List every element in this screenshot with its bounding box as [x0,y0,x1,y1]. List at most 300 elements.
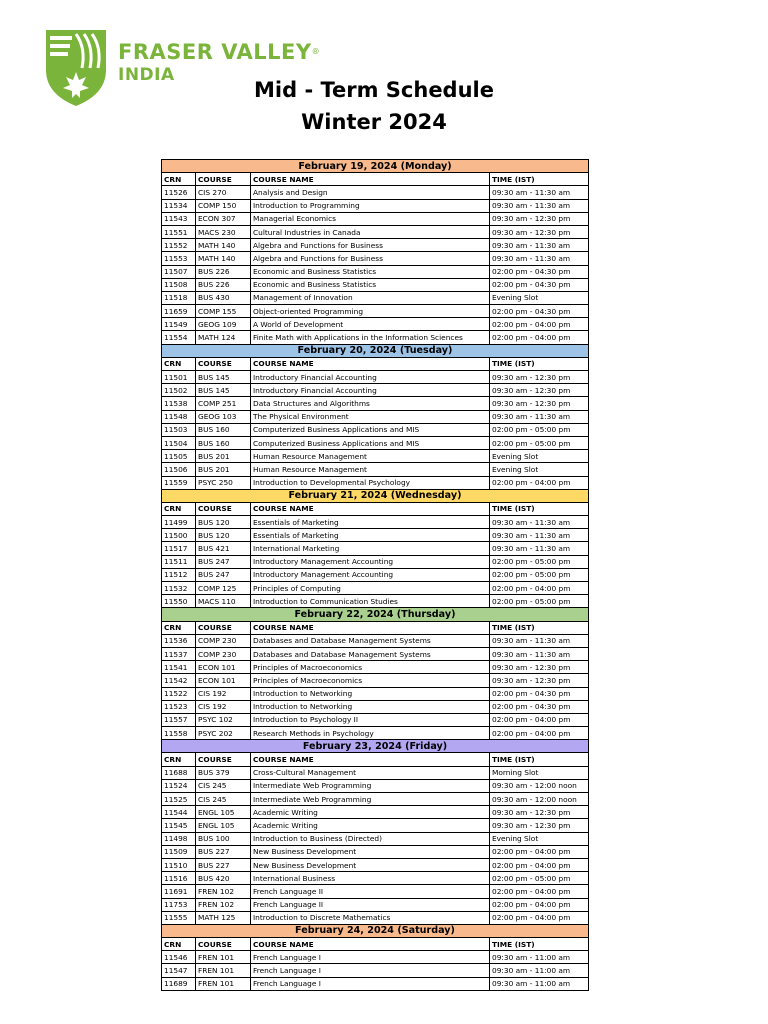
time-cell: 09:30 am - 12:30 pm [490,212,589,225]
time-cell: 09:30 am - 11:30 am [490,529,589,542]
page-title: Mid - Term Schedule [254,78,494,102]
column-header-row [162,621,589,634]
table-row [162,516,589,529]
table-row [162,265,589,278]
course-name-cell: Computerized Business Applications and MIS [251,423,490,436]
course-name-cell: Principles of Macroeconomics [251,661,490,674]
course-code-cell: MATH 125 [196,911,251,924]
crn-cell: 11559 [162,476,196,489]
crn-cell: 11538 [162,397,196,410]
table-row [162,858,589,871]
course-code-cell: BUS 247 [196,555,251,568]
time-cell: 09:30 am - 12:30 pm [490,371,589,384]
time-cell: 02:00 pm - 05:00 pm [490,568,589,581]
table-row [162,212,589,225]
time-cell: 09:30 am - 12:30 pm [490,225,589,238]
course-name-cell: International Business [251,872,490,885]
table-row [162,384,589,397]
course-name-cell: Introduction to Discrete Mathematics [251,911,490,924]
table-row [162,542,589,555]
time-cell: 02:00 pm - 05:00 pm [490,436,589,449]
table-row [162,779,589,792]
time-cell: 09:30 am - 12:30 pm [490,674,589,687]
crn-cell: 11553 [162,252,196,265]
course-name-header: COURSE NAME [251,357,490,370]
crn-cell: 11558 [162,727,196,740]
time-cell: Evening Slot [490,291,589,304]
table-row [162,911,589,924]
table-row [162,436,589,449]
table-row [162,806,589,819]
course-name-cell: Introductory Management Accounting [251,568,490,581]
logo-line1: FRASER VALLEY [118,40,312,64]
crn-cell: 11506 [162,463,196,476]
table-row [162,595,589,608]
crn-cell: 11551 [162,225,196,238]
course-code-cell: BUS 247 [196,568,251,581]
column-header-row [162,938,589,951]
course-code-cell: MATH 140 [196,239,251,252]
course-code-cell: BUS 227 [196,845,251,858]
crn-header: CRN [162,753,196,766]
time-cell: 02:00 pm - 04:00 pm [490,713,589,726]
table-row [162,318,589,331]
course-name-cell: Introductory Financial Accounting [251,371,490,384]
course-name-cell: Introduction to Networking [251,700,490,713]
crn-cell: 11753 [162,898,196,911]
course-name-header: COURSE NAME [251,938,490,951]
time-cell: 09:30 am - 11:00 am [490,951,589,964]
crn-cell: 11552 [162,239,196,252]
day-header-row [162,344,589,357]
course-name-cell: New Business Development [251,845,490,858]
course-code-cell: CIS 192 [196,687,251,700]
course-name-cell: Databases and Database Management Systems [251,647,490,660]
course-code-cell: ENGL 105 [196,819,251,832]
time-header: TIME (IST) [490,357,589,370]
course-code-cell: BUS 145 [196,371,251,384]
table-row [162,819,589,832]
course-name-cell: Object-oriented Programming [251,305,490,318]
table-row [162,199,589,212]
crn-cell: 11517 [162,542,196,555]
course-code-cell: BUS 226 [196,278,251,291]
course-code-cell: BUS 100 [196,832,251,845]
time-cell: 09:30 am - 11:00 am [490,977,589,990]
course-name-cell: Research Methods in Psychology [251,727,490,740]
time-cell: 09:30 am - 12:30 pm [490,661,589,674]
crn-cell: 11544 [162,806,196,819]
day-label: February 19, 2024 (Monday) [162,160,589,173]
course-code-cell: BUS 120 [196,529,251,542]
time-cell: 02:00 pm - 04:00 pm [490,858,589,871]
course-code-cell: FREN 101 [196,951,251,964]
crn-cell: 11505 [162,450,196,463]
crn-cell: 11549 [162,318,196,331]
crn-cell: 11522 [162,687,196,700]
time-header: TIME (IST) [490,502,589,515]
course-code-cell: ENGL 105 [196,806,251,819]
time-cell: 02:00 pm - 05:00 pm [490,872,589,885]
course-name-cell: Intermediate Web Programming [251,779,490,792]
crn-cell: 11542 [162,674,196,687]
course-name-cell: Introduction to Business (Directed) [251,832,490,845]
page-subtitle: Winter 2024 [301,110,447,134]
course-name-cell: Human Resource Management [251,450,490,463]
course-code-cell: BUS 226 [196,265,251,278]
crn-cell: 11499 [162,516,196,529]
crn-cell: 11507 [162,265,196,278]
crn-cell: 11502 [162,384,196,397]
course-code-cell: CIS 270 [196,186,251,199]
time-cell: 02:00 pm - 04:30 pm [490,278,589,291]
time-cell: Morning Slot [490,766,589,779]
time-cell: 09:30 am - 11:30 am [490,634,589,647]
time-cell: Evening Slot [490,450,589,463]
time-header: TIME (IST) [490,173,589,186]
course-code-cell: COMP 251 [196,397,251,410]
crn-cell: 11509 [162,845,196,858]
time-cell: 02:00 pm - 04:00 pm [490,318,589,331]
crn-cell: 11511 [162,555,196,568]
day-label: February 22, 2024 (Thursday) [162,608,589,621]
time-cell: 02:00 pm - 04:30 pm [490,305,589,318]
course-name-cell: Intermediate Web Programming [251,793,490,806]
time-cell: 09:30 am - 12:30 pm [490,384,589,397]
crn-cell: 11541 [162,661,196,674]
table-row [162,568,589,581]
time-cell: 09:30 am - 12:30 pm [490,806,589,819]
schedule-table [161,159,589,991]
course-name-cell: Principles of Computing [251,582,490,595]
time-header: TIME (IST) [490,938,589,951]
course-name-cell: Managerial Economics [251,212,490,225]
time-header: TIME (IST) [490,621,589,634]
course-code-cell: MACS 230 [196,225,251,238]
table-row [162,964,589,977]
course-name-header: COURSE NAME [251,753,490,766]
course-header: COURSE [196,938,251,951]
course-code-cell: MATH 140 [196,252,251,265]
time-cell: 02:00 pm - 05:00 pm [490,595,589,608]
table-row [162,845,589,858]
time-cell: 09:30 am - 12:30 pm [490,397,589,410]
course-code-cell: BUS 201 [196,463,251,476]
course-name-cell: International Marketing [251,542,490,555]
crn-cell: 11500 [162,529,196,542]
crn-cell: 11523 [162,700,196,713]
day-label: February 24, 2024 (Saturday) [162,924,589,937]
course-code-cell: COMP 230 [196,647,251,660]
crn-cell: 11555 [162,911,196,924]
course-code-cell: MACS 110 [196,595,251,608]
course-code-cell: PSYC 202 [196,727,251,740]
crn-header: CRN [162,173,196,186]
time-cell: 09:30 am - 12:00 noon [490,793,589,806]
course-code-cell: GEOG 109 [196,318,251,331]
crn-cell: 11548 [162,410,196,423]
table-row [162,278,589,291]
course-code-cell: COMP 150 [196,199,251,212]
course-code-cell: CIS 245 [196,793,251,806]
crn-cell: 11550 [162,595,196,608]
table-row [162,225,589,238]
course-name-cell: Analysis and Design [251,186,490,199]
crn-cell: 11554 [162,331,196,344]
crn-cell: 11501 [162,371,196,384]
time-cell: 02:00 pm - 04:00 pm [490,885,589,898]
course-code-cell: GEOG 103 [196,410,251,423]
crn-cell: 11503 [162,423,196,436]
course-name-cell: French Language II [251,885,490,898]
course-code-cell: BUS 227 [196,858,251,871]
course-name-cell: Algebra and Functions for Business [251,252,490,265]
course-code-cell: BUS 160 [196,423,251,436]
column-header-row [162,173,589,186]
day-label: February 21, 2024 (Wednesday) [162,489,589,502]
crn-cell: 11516 [162,872,196,885]
course-name-cell: Finite Math with Applications in the Information Sciences [251,331,490,344]
crn-cell: 11498 [162,832,196,845]
course-name-cell: Cultural Industries in Canada [251,225,490,238]
crn-cell: 11512 [162,568,196,581]
course-name-cell: Academic Writing [251,819,490,832]
course-name-header: COURSE NAME [251,502,490,515]
table-row [162,186,589,199]
table-row [162,727,589,740]
time-cell: 09:30 am - 11:00 am [490,964,589,977]
course-code-cell: CIS 245 [196,779,251,792]
course-code-cell: ECON 101 [196,661,251,674]
time-cell: 02:00 pm - 05:00 pm [490,423,589,436]
course-code-cell: BUS 421 [196,542,251,555]
crn-cell: 11524 [162,779,196,792]
table-row [162,450,589,463]
course-name-cell: Introduction to Networking [251,687,490,700]
course-code-cell: FREN 101 [196,977,251,990]
course-name-cell: Algebra and Functions for Business [251,239,490,252]
time-cell: 02:00 pm - 04:00 pm [490,476,589,489]
day-header-row [162,489,589,502]
course-name-cell: The Physical Environment [251,410,490,423]
time-cell: 09:30 am - 12:30 pm [490,819,589,832]
day-label: February 23, 2024 (Friday) [162,740,589,753]
course-header: COURSE [196,502,251,515]
course-code-cell: FREN 101 [196,964,251,977]
course-code-cell: BUS 430 [196,291,251,304]
time-cell: 09:30 am - 11:30 am [490,252,589,265]
course-code-cell: ECON 101 [196,674,251,687]
crn-cell: 11536 [162,634,196,647]
time-cell: 02:00 pm - 05:00 pm [490,555,589,568]
table-row [162,898,589,911]
course-name-cell: Essentials of Marketing [251,516,490,529]
course-code-cell: BUS 420 [196,872,251,885]
table-row [162,766,589,779]
course-header: COURSE [196,357,251,370]
course-name-header: COURSE NAME [251,173,490,186]
course-code-cell: COMP 125 [196,582,251,595]
crn-cell: 11532 [162,582,196,595]
course-code-cell: BUS 120 [196,516,251,529]
time-cell: Evening Slot [490,463,589,476]
course-code-cell: BUS 201 [196,450,251,463]
course-header: COURSE [196,753,251,766]
course-code-cell: BUS 145 [196,384,251,397]
table-row [162,832,589,845]
course-name-cell: Introduction to Psychology II [251,713,490,726]
time-cell: 02:00 pm - 04:30 pm [490,687,589,700]
course-name-cell: Introductory Management Accounting [251,555,490,568]
course-code-cell: BUS 379 [196,766,251,779]
course-name-cell: Human Resource Management [251,463,490,476]
course-name-cell: French Language II [251,898,490,911]
crn-cell: 11691 [162,885,196,898]
course-name-cell: Data Structures and Algorithms [251,397,490,410]
table-row [162,951,589,964]
day-header-row [162,740,589,753]
crn-cell: 11557 [162,713,196,726]
time-cell: 09:30 am - 12:00 noon [490,779,589,792]
table-row [162,674,589,687]
course-name-cell: A World of Development [251,318,490,331]
table-row [162,634,589,647]
crn-cell: 11504 [162,436,196,449]
column-header-row [162,753,589,766]
time-cell: 09:30 am - 11:30 am [490,542,589,555]
course-code-cell: MATH 124 [196,331,251,344]
table-row [162,410,589,423]
time-cell: 02:00 pm - 04:00 pm [490,898,589,911]
time-cell: 09:30 am - 11:30 am [490,199,589,212]
table-row [162,305,589,318]
time-cell: 09:30 am - 11:30 am [490,410,589,423]
course-name-cell: Introduction to Communication Studies [251,595,490,608]
crn-header: CRN [162,502,196,515]
crn-cell: 11518 [162,291,196,304]
table-row [162,872,589,885]
crn-cell: 11526 [162,186,196,199]
table-row [162,371,589,384]
course-name-cell: Economic and Business Statistics [251,265,490,278]
registered-mark: ® [311,47,321,56]
table-row [162,239,589,252]
table-row [162,423,589,436]
table-row [162,700,589,713]
time-cell: 09:30 am - 11:30 am [490,516,589,529]
day-header-row [162,924,589,937]
table-row [162,476,589,489]
course-code-cell: PSYC 102 [196,713,251,726]
course-name-cell: French Language I [251,977,490,990]
course-code-cell: PSYC 250 [196,476,251,489]
time-cell: 09:30 am - 11:30 am [490,647,589,660]
course-name-cell: Computerized Business Applications and MIS [251,436,490,449]
table-row [162,555,589,568]
course-code-cell: FREN 102 [196,898,251,911]
course-name-cell: Management of Innovation [251,291,490,304]
time-header: TIME (IST) [490,753,589,766]
table-row [162,252,589,265]
table-row [162,713,589,726]
table-row [162,463,589,476]
table-row [162,529,589,542]
time-cell: 02:00 pm - 04:00 pm [490,845,589,858]
crn-cell: 11689 [162,977,196,990]
table-row [162,977,589,990]
table-row [162,647,589,660]
table-row [162,687,589,700]
course-code-cell: ECON 307 [196,212,251,225]
column-header-row [162,357,589,370]
course-name-cell: Introductory Financial Accounting [251,384,490,397]
course-name-cell: Databases and Database Management Systems [251,634,490,647]
table-row [162,397,589,410]
crn-cell: 11508 [162,278,196,291]
table-row [162,582,589,595]
time-cell: 02:00 pm - 04:00 pm [490,582,589,595]
course-code-cell: COMP 230 [196,634,251,647]
course-name-cell: Cross-Cultural Management [251,766,490,779]
course-name-cell: Essentials of Marketing [251,529,490,542]
crn-cell: 11688 [162,766,196,779]
course-name-cell: Academic Writing [251,806,490,819]
day-label: February 20, 2024 (Tuesday) [162,344,589,357]
course-header: COURSE [196,173,251,186]
time-cell: Evening Slot [490,832,589,845]
course-header: COURSE [196,621,251,634]
table-row [162,793,589,806]
course-name-header: COURSE NAME [251,621,490,634]
crn-cell: 11510 [162,858,196,871]
time-cell: 09:30 am - 11:30 am [490,186,589,199]
crn-header: CRN [162,357,196,370]
crn-cell: 11525 [162,793,196,806]
day-header-row [162,608,589,621]
crn-cell: 11545 [162,819,196,832]
time-cell: 02:00 pm - 04:00 pm [490,727,589,740]
table-row [162,331,589,344]
course-code-cell: BUS 160 [196,436,251,449]
course-name-cell: Economic and Business Statistics [251,278,490,291]
table-row [162,885,589,898]
course-name-cell: Introduction to Developmental Psychology [251,476,490,489]
day-header-row [162,160,589,173]
logo-line2: INDIA [118,65,175,85]
time-cell: 09:30 am - 11:30 am [490,239,589,252]
table-row [162,661,589,674]
time-cell: 02:00 pm - 04:00 pm [490,911,589,924]
crn-header: CRN [162,938,196,951]
course-name-cell: French Language I [251,951,490,964]
crn-cell: 11546 [162,951,196,964]
course-name-cell: New Business Development [251,858,490,871]
time-cell: 02:00 pm - 04:00 pm [490,331,589,344]
crn-cell: 11534 [162,199,196,212]
column-header-row [162,502,589,515]
crn-cell: 11659 [162,305,196,318]
course-name-cell: Introduction to Programming [251,199,490,212]
course-name-cell: French Language I [251,964,490,977]
time-cell: 02:00 pm - 04:30 pm [490,700,589,713]
table-row [162,291,589,304]
crn-cell: 11547 [162,964,196,977]
time-cell: 02:00 pm - 04:30 pm [490,265,589,278]
course-code-cell: COMP 155 [196,305,251,318]
course-name-cell: Principles of Macroeconomics [251,674,490,687]
course-code-cell: CIS 192 [196,700,251,713]
crn-cell: 11543 [162,212,196,225]
